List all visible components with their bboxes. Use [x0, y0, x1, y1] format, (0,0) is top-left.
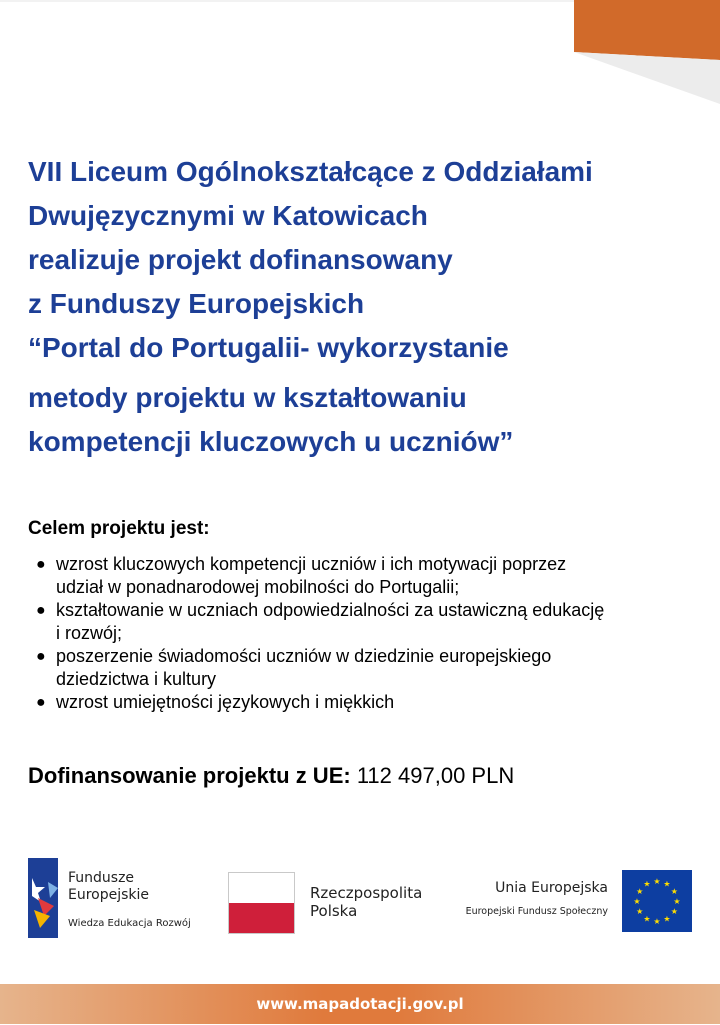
bullet-icon: ●: [36, 648, 46, 665]
bullet-icon: ●: [36, 694, 46, 711]
footer-url: www.mapadotacji.gov.pl: [256, 995, 464, 1013]
title-line: realizuje projekt dofinansowany: [28, 244, 453, 275]
funds-europe-logo: [28, 858, 218, 948]
eu-star-icon: ★: [633, 897, 641, 906]
eu-star-icon: ★: [653, 877, 661, 886]
goals-list: [36, 553, 716, 714]
logo-bar: [0, 858, 720, 948]
polish-republic-name: [310, 884, 440, 920]
eu-star-icon: ★: [673, 897, 681, 906]
eu-star-icon: ★: [636, 887, 644, 896]
funding-label: Dofinansowanie projektu z UE:: [28, 763, 351, 788]
eu-star-icon: ★: [653, 917, 661, 926]
title-line: kompetencji kluczowych u uczniów”: [28, 426, 514, 457]
goal-text: kształtowanie w uczniach odpowiedzialności za ustawiczną edukację: [56, 600, 605, 620]
goal-item: [36, 691, 716, 714]
polish-flag-icon: [228, 872, 295, 934]
title-line: VII Liceum Ogólnokształcące z Oddziałami: [28, 156, 593, 187]
funds-europe-line: Europejskie: [68, 887, 150, 903]
goals-heading: Celem projektu jest:: [28, 518, 210, 539]
goal-item: [36, 553, 716, 599]
eu-star-icon: ★: [636, 907, 644, 916]
eu-star-icon: ★: [670, 887, 678, 896]
polish-republic-line: Rzeczpospolita: [310, 884, 423, 902]
polish-republic-logo: [228, 872, 448, 936]
project-title: [28, 150, 708, 464]
eu-flag-icon: [622, 870, 692, 932]
orange-corner-shape: [574, 0, 720, 60]
title-line: Dwujęzycznymi w Katowicach: [28, 200, 428, 231]
eu-star-icon: ★: [670, 907, 678, 916]
eu-star-icon: ★: [663, 914, 671, 924]
eu-star-icon: ★: [663, 879, 671, 889]
goal-text: udział w ponadnarodowej mobilności do Portugalii;: [56, 577, 460, 597]
eu-name: Unia Europejska: [495, 880, 608, 896]
footer-bar: [0, 984, 720, 1024]
title-line: “Portal do Portugalii- wykorzystanie: [28, 332, 509, 363]
funding-line: [28, 763, 514, 789]
goal-text: dziedzictwa i kultury: [56, 669, 217, 689]
goal-item: [36, 599, 716, 645]
funds-europe-name: [68, 870, 208, 904]
bullet-icon: ●: [36, 556, 46, 573]
polish-republic-line: Polska: [310, 902, 358, 920]
eu-star-icon: ★: [643, 914, 651, 924]
grey-shadow-shape: [574, 52, 720, 104]
goal-item: [36, 645, 716, 691]
funding-amount: 112 497,00 PLN: [356, 763, 515, 788]
eu-fund-name: Europejski Fundusz Społeczny: [465, 906, 608, 917]
eu-star-icon: ★: [643, 879, 651, 889]
bullet-icon: ●: [36, 602, 46, 619]
funds-europe-star-icon: [28, 858, 62, 938]
top-decoration: [0, 0, 720, 140]
title-line: z Funduszy Europejskich: [28, 288, 365, 319]
eu-logo: [462, 870, 692, 936]
goal-text: i rozwój;: [56, 623, 123, 643]
funds-europe-tagline: Wiedza Edukacja Rozwój: [68, 918, 191, 929]
funds-europe-line: Fundusze: [68, 870, 135, 886]
goal-text: wzrost umiejętności językowych i miękkich: [56, 692, 395, 712]
goal-text: wzrost kluczowych kompetencji uczniów i ich motywacji poprzez: [56, 554, 567, 574]
title-line: metody projektu w kształtowaniu: [28, 382, 467, 413]
goal-text: poszerzenie świadomości uczniów w dziedzinie europejskiego: [56, 646, 552, 666]
